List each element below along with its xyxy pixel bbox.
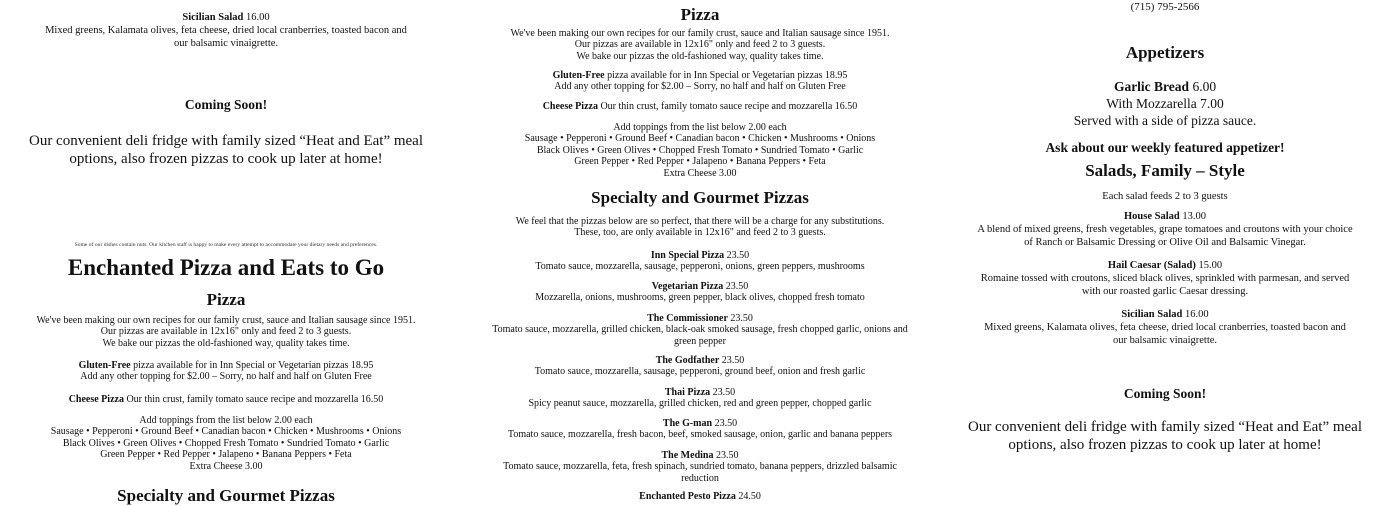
phone-number: (715) 795-2566 bbox=[1130, 1, 1200, 13]
item-price: 23.50 bbox=[726, 250, 750, 261]
item-price: 23.50 bbox=[725, 281, 749, 292]
intro-line: Our pizzas are available in 12x16" only and feed 2 to 3 guests. bbox=[574, 39, 826, 51]
item-price: 23.50 bbox=[721, 355, 745, 366]
item-price: 16.00 bbox=[1184, 309, 1209, 320]
cheese-pizza-info bbox=[490, 101, 910, 112]
item-price: 23.50 bbox=[712, 387, 736, 398]
item-price: 15.00 bbox=[1198, 260, 1223, 271]
pizza-item bbox=[490, 450, 910, 484]
salad-item bbox=[950, 259, 1380, 298]
intro-line: We bake our pizzas the old-fashioned way, quality takes time. bbox=[576, 50, 824, 62]
toppings-line: Extra Cheese 3.00 bbox=[663, 167, 737, 179]
item-name: Garlic Bread bbox=[1113, 79, 1190, 94]
gf-line2: Add any other topping for $2.00 – Sorry, no half and half on Gluten Free bbox=[554, 81, 846, 93]
deli-line: Our convenient deli fridge with family sized “Heat and Eat” meal bbox=[28, 133, 423, 149]
item-desc: Mixed greens, Kalamata olives, feta cheese, dried local cranberries, toasted bacon and bbox=[45, 25, 407, 36]
item-desc: with our roasted garlic Caesar dressing. bbox=[1081, 286, 1249, 297]
item-option: With Mozzarella 7.00 bbox=[1106, 96, 1224, 111]
item-desc: Tomato sauce, mozzarella, sausage, pepperoni, ground beef, onion and fresh garlic bbox=[534, 366, 866, 378]
pizza-item bbox=[490, 250, 910, 273]
gf-label: Gluten-Free bbox=[78, 360, 131, 371]
cheese-text: Our thin crust, family tomato sauce recipe and mozzarella 16.50 bbox=[600, 101, 858, 112]
intro-line: We feel that the pizzas below are so perfect, that there will be a charge for any substitutions. bbox=[515, 216, 885, 227]
item-name: The Medina bbox=[661, 450, 714, 461]
intro-line: We've been making our own recipes for our family crust, sauce and Italian sausage since 1951. bbox=[36, 315, 416, 326]
gluten-free-info bbox=[490, 70, 910, 93]
item-desc: our balsamic vinaigrette. bbox=[1112, 335, 1218, 346]
item-desc: Served with a side of pizza sauce. bbox=[1073, 113, 1257, 128]
pizza-item bbox=[490, 491, 910, 502]
pizza-item bbox=[490, 355, 910, 378]
restaurant-title: Enchanted Pizza and Eats to Go bbox=[67, 255, 385, 280]
item-price: 16.00 bbox=[245, 12, 270, 23]
toppings-line: Green Pepper • Red Pepper • Jalapeno • Banana Peppers • Feta bbox=[574, 156, 826, 168]
intro-line: We bake our pizzas the old-fashioned way, quality takes time. bbox=[102, 337, 350, 349]
toppings-list bbox=[0, 415, 452, 472]
item-name: Enchanted Pesto Pizza bbox=[639, 491, 736, 502]
item-desc: Tomato sauce, mozzarella, grilled chicken, black-oak smoked sausage, fresh chopped garlic, onions and green pepper bbox=[492, 324, 908, 347]
toppings-line: Black Olives • Green Olives • Chopped Fresh Tomato • Sundried Tomato • Garlic bbox=[536, 144, 864, 156]
item-price: 24.50 bbox=[738, 491, 761, 502]
gluten-free-info bbox=[0, 360, 452, 383]
intro-line: These, too, are only available in 12x16" and feed 2 to 3 guests. bbox=[574, 227, 826, 239]
item-name: The G-man bbox=[662, 418, 713, 429]
toppings-list bbox=[490, 122, 910, 179]
item-name: Inn Special Pizza bbox=[650, 250, 725, 261]
item-desc: Mixed greens, Kalamata olives, feta cheese, dried local cranberries, toasted bacon and bbox=[984, 322, 1346, 333]
deli-text bbox=[950, 418, 1380, 454]
item-desc: Tomato sauce, mozzarella, fresh bacon, beef, smoked sausage, onion, garlic and banana peppers bbox=[507, 429, 893, 441]
allergy-note: Some of our dishes contain nuts. Our kitchen staff is happy to make every attempt to accommodate your dietary needs and preferences. bbox=[74, 242, 378, 248]
item-price: 23.50 bbox=[715, 450, 739, 461]
item-desc: A blend of mixed greens, fresh vegetables, grape tomatoes and croutons with your choice bbox=[977, 224, 1353, 235]
garlic-bread-item bbox=[950, 78, 1380, 129]
gf-line2: Add any other topping for $2.00 – Sorry, no half and half on Gluten Free bbox=[80, 371, 372, 383]
intro-line: We've been making our own recipes for our family crust, sauce and Italian sausage since 1951. bbox=[510, 28, 890, 39]
toppings-line: Add toppings from the list below 2.00 each bbox=[139, 415, 313, 426]
salads-heading: Salads, Family – Style bbox=[1085, 161, 1245, 180]
weekly-appetizer-note: Ask about our weekly featured appetizer! bbox=[1045, 140, 1285, 155]
toppings-line: Black Olives • Green Olives • Chopped Fresh Tomato • Sundried Tomato • Garlic bbox=[62, 437, 390, 449]
toppings-line: Sausage • Pepperoni • Ground Beef • Canadian bacon • Chicken • Mushrooms • Onions bbox=[50, 426, 402, 438]
pizza-intro bbox=[490, 28, 910, 62]
appetizers-heading: Appetizers bbox=[1125, 43, 1205, 62]
intro-line: Our pizzas are available in 12x16" only and feed 2 to 3 guests. bbox=[100, 326, 352, 338]
item-name: Sicilian Salad bbox=[1121, 309, 1183, 320]
item-desc: our balsamic vinaigrette. bbox=[173, 38, 279, 49]
item-desc: Romaine tossed with croutons, sliced black olives, sprinkled with parmesan, and served bbox=[980, 273, 1350, 284]
gf-label: Gluten-Free bbox=[552, 70, 605, 81]
item-name: Thai Pizza bbox=[664, 387, 711, 398]
item-name: House Salad bbox=[1124, 211, 1180, 222]
item-desc: Mozzarella, onions, mushrooms, green pepper, black olives, chopped fresh tomato bbox=[535, 292, 865, 304]
deli-line: options, also frozen pizzas to cook up later at home! bbox=[69, 151, 383, 167]
item-desc: Spicy peanut sauce, mozzarella, grilled chicken, red and green pepper, chopped garlic bbox=[528, 398, 872, 410]
salad-item bbox=[950, 210, 1380, 249]
gf-text: pizza available for in Inn Special or Vegetarian pizzas 18.95 bbox=[607, 70, 848, 81]
pizza-item bbox=[490, 281, 910, 304]
coming-soon-heading: Coming Soon! bbox=[1123, 386, 1207, 401]
item-name: Sicilian Salad bbox=[182, 12, 244, 23]
item-name: Hail Caesar (Salad) bbox=[1107, 260, 1196, 271]
cheese-pizza-info bbox=[0, 394, 452, 405]
pizza-item bbox=[490, 313, 910, 347]
deli-line: options, also frozen pizzas to cook up later at home! bbox=[1008, 437, 1322, 453]
item-desc: of Ranch or Balsamic Dressing or Olive Oil and Balsamic Vinegar. bbox=[1024, 237, 1306, 248]
specialty-heading: Specialty and Gourmet Pizzas bbox=[117, 486, 335, 505]
specialty-intro bbox=[490, 216, 910, 239]
item-name: The Commissioner bbox=[647, 313, 728, 324]
deli-text bbox=[0, 132, 452, 168]
deli-line: Our convenient deli fridge with family sized “Heat and Eat” meal bbox=[967, 419, 1362, 435]
specialty-heading: Specialty and Gourmet Pizzas bbox=[591, 188, 809, 207]
item-name: The Godfather bbox=[655, 355, 720, 366]
pizza-item bbox=[490, 387, 910, 410]
cheese-text: Our thin crust, family tomato sauce recipe and mozzarella 16.50 bbox=[126, 394, 384, 405]
item-desc: Tomato sauce, mozzarella, feta, fresh spinach, sundried tomato, banana peppers, drizzled balsamic reduction bbox=[503, 461, 897, 484]
toppings-line: Extra Cheese 3.00 bbox=[189, 460, 263, 472]
toppings-line: Sausage • Pepperoni • Ground Beef • Canadian bacon • Chicken • Mushrooms • Onions bbox=[524, 133, 876, 145]
pizza-heading: Pizza bbox=[680, 5, 720, 24]
coming-soon-heading: Coming Soon! bbox=[184, 97, 268, 112]
gf-text: pizza available for in Inn Special or Vegetarian pizzas 18.95 bbox=[133, 360, 374, 371]
cheese-label: Cheese Pizza bbox=[542, 101, 598, 112]
salad-item bbox=[950, 308, 1380, 347]
pizza-intro bbox=[0, 315, 452, 349]
item-price: 6.00 bbox=[1192, 79, 1217, 94]
toppings-line: Add toppings from the list below 2.00 each bbox=[613, 122, 787, 133]
pizza-heading: Pizza bbox=[206, 290, 246, 309]
item-price: 13.00 bbox=[1182, 211, 1206, 222]
item-desc: Tomato sauce, mozzarella, sausage, pepperoni, onions, green peppers, mushrooms bbox=[535, 261, 865, 273]
salads-note: Each salad feeds 2 to 3 guests bbox=[1102, 191, 1228, 202]
item-price: 23.50 bbox=[730, 313, 753, 324]
item-name: Vegetarian Pizza bbox=[651, 281, 724, 292]
item-price: 23.50 bbox=[714, 418, 738, 429]
pizza-item bbox=[490, 418, 910, 441]
cheese-label: Cheese Pizza bbox=[68, 394, 124, 405]
sicilian-salad-item bbox=[0, 11, 452, 50]
toppings-line: Green Pepper • Red Pepper • Jalapeno • Banana Peppers • Feta bbox=[100, 449, 352, 461]
